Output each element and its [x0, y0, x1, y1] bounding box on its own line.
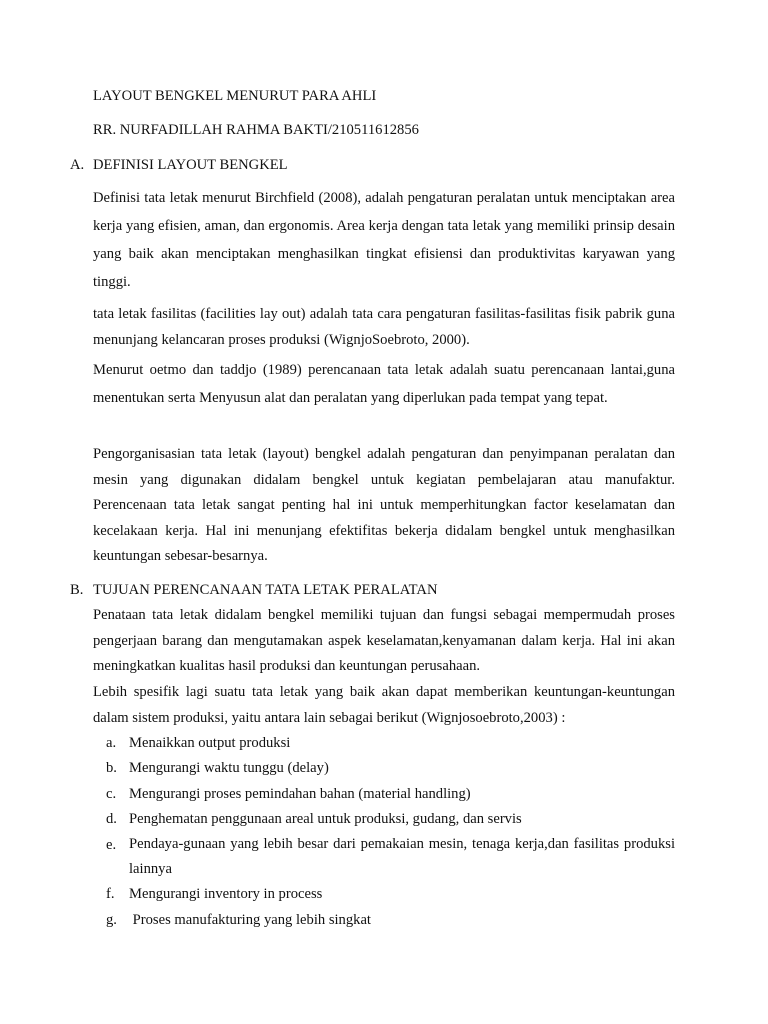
list-item: Mengurangi proses pemindahan bahan (material handling): [129, 786, 471, 802]
section-a-letter: A.: [70, 157, 85, 173]
section-b-letter: B.: [70, 582, 84, 598]
document-title: LAYOUT BENGKEL MENURUT PARA AHLI: [93, 88, 377, 104]
list-item-marker: e.: [106, 837, 117, 853]
list-item: Mengurangi waktu tunggu (delay): [129, 760, 329, 776]
section-a-title: DEFINISI LAYOUT BENGKEL: [93, 157, 288, 173]
section-a-paragraph-3: Menurut oetmo dan taddjo (1989) perencanaan tata letak adalah suatu perencanaan lantai,guna menentukan serta Menyusun alat dan peralatan yang diperlukan pada tempat yang tepat.: [93, 362, 675, 406]
section-b-paragraph-1: Penataan tata letak didalam bengkel memiliki tujuan dan fungsi sebagai mempermudah proses pengerjaan barang dan mengutamakan aspek keselamatan,kenyamanan dalam kerja. Hal ini akan meningkatkan kualitas hasil produksi dan keuntungan perusahaan.: [93, 607, 675, 674]
list-item: Menaikkan output produksi: [129, 735, 291, 751]
section-b-title: TUJUAN PERENCANAAN TATA LETAK PERALATAN: [93, 582, 438, 598]
list-item-marker: c.: [106, 786, 117, 802]
list-item: Penghematan penggunaan areal untuk produksi, gudang, dan servis: [129, 811, 522, 827]
section-a-paragraph-1: Definisi tata letak menurut Birchfield (2008), adalah pengaturan peralatan untuk menciptakan area kerja yang efisien, aman, dan ergonomis. Area kerja dengan tata letak yang memiliki prinsip desain yang baik akan menciptakan menghasilkan tingkat efisiensi dan produktivitas karyawan yang tinggi.: [93, 190, 675, 290]
author-line: RR. NURFADILLAH RAHMA BAKTI/210511612856: [93, 122, 419, 138]
list-item-marker: g.: [106, 912, 117, 928]
list-item-marker: b.: [106, 760, 117, 776]
list-item: Mengurangi inventory in process: [129, 886, 323, 902]
list-item-marker: d.: [106, 811, 117, 827]
list-item-marker: f.: [106, 886, 115, 902]
section-a-paragraph-2: tata letak fasilitas (facilities lay out) adalah tata cara pengaturan fasilitas-fasilitas fisik pabrik guna menunjang kelancaran proses produksi (WignjoSoebroto, 2000).: [93, 306, 675, 348]
list-item: Pendaya-gunaan yang lebih besar dari pemakaian mesin, tenaga kerja,dan fasilitas produksi lainnya: [129, 836, 675, 877]
section-a-paragraph-4: Pengorganisasian tata letak (layout) bengkel adalah pengaturan dan penyimpanan peralatan dan mesin yang digunakan didalam bengkel untuk kegiatan pembelajaran atau manufaktur. Perencenaan tata letak sangat penting hal ini untuk memperhitungkan factor keselamatan dan kecelakaan kerja. Hal ini menunjang efektifitas bekerja didalam bengkel untuk menghasilkan keuntungan sebesar-besarnya.: [93, 446, 675, 564]
list-item: Proses manufakturing yang lebih singkat: [129, 912, 371, 928]
list-item-marker: a.: [106, 735, 117, 751]
section-b-paragraph-2: Lebih spesifik lagi suatu tata letak yang baik akan dapat memberikan keuntungan-keuntungan dalam sistem produksi, yaitu antara lain sebagai berikut (Wignjosoebroto,2003) :: [93, 684, 675, 726]
